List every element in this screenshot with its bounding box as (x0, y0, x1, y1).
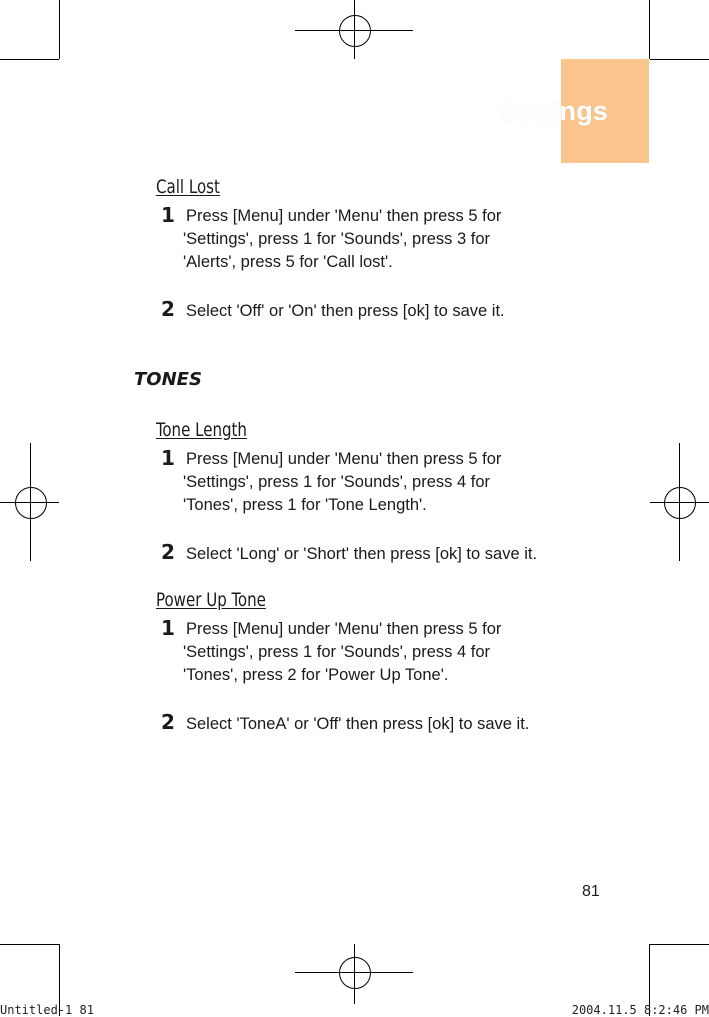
heading-power-up-tone: Power Up Tone (156, 589, 266, 611)
crop-mark (59, 0, 60, 59)
step-text (183, 205, 583, 274)
page-number: 81 (582, 883, 600, 900)
step-line: 'Settings', press 1 for 'Sounds', press 4 for (183, 643, 490, 661)
step-line: 'Settings', press 1 for 'Sounds', press 3 for (183, 230, 490, 248)
crop-mark (650, 944, 709, 945)
section-tab-title: Settings (500, 96, 609, 126)
step-number: 2 (161, 710, 175, 734)
crop-mark (649, 0, 650, 59)
step-line: Select 'Long' or 'Short' then press [ok] to save it. (186, 545, 538, 563)
slug-right: 2004.11.5 8:2:46 PM (571, 1003, 709, 1017)
step-line: 'Tones', press 1 for 'Tone Length'. (183, 496, 427, 514)
step-number: 1 (161, 446, 175, 470)
slug-left: Untitled-1 81 (0, 1003, 94, 1017)
heading-tone-length: Tone Length (156, 419, 247, 441)
step-number: 2 (161, 297, 175, 321)
step-text (183, 448, 583, 517)
step-number: 1 (161, 203, 175, 227)
step-line: Select 'ToneA' or 'Off' then press [ok] to save it. (186, 715, 530, 733)
crop-mark (650, 59, 709, 60)
step-line: 'Tones', press 2 for 'Power Up Tone'. (183, 666, 449, 684)
heading-call-lost: Call Lost (156, 176, 220, 198)
section-title-tones: TONES (134, 369, 202, 390)
step-text (183, 618, 583, 687)
crop-mark (0, 944, 59, 945)
step-line: Select 'Off' or 'On' then press [ok] to save it. (186, 302, 505, 320)
step-line: 'Alerts', press 5 for 'Call lost'. (183, 253, 393, 271)
step-line: Press [Menu] under 'Menu' then press 5 for (186, 207, 502, 225)
step-text (183, 300, 583, 323)
step-line: Press [Menu] under 'Menu' then press 5 for (186, 450, 502, 468)
step-text (183, 713, 583, 736)
crop-mark (0, 59, 59, 60)
step-number: 2 (161, 540, 175, 564)
step-line: 'Settings', press 1 for 'Sounds', press 4 for (183, 473, 490, 491)
step-number: 1 (161, 616, 175, 640)
step-line: Press [Menu] under 'Menu' then press 5 for (186, 620, 502, 638)
step-text (183, 543, 583, 566)
